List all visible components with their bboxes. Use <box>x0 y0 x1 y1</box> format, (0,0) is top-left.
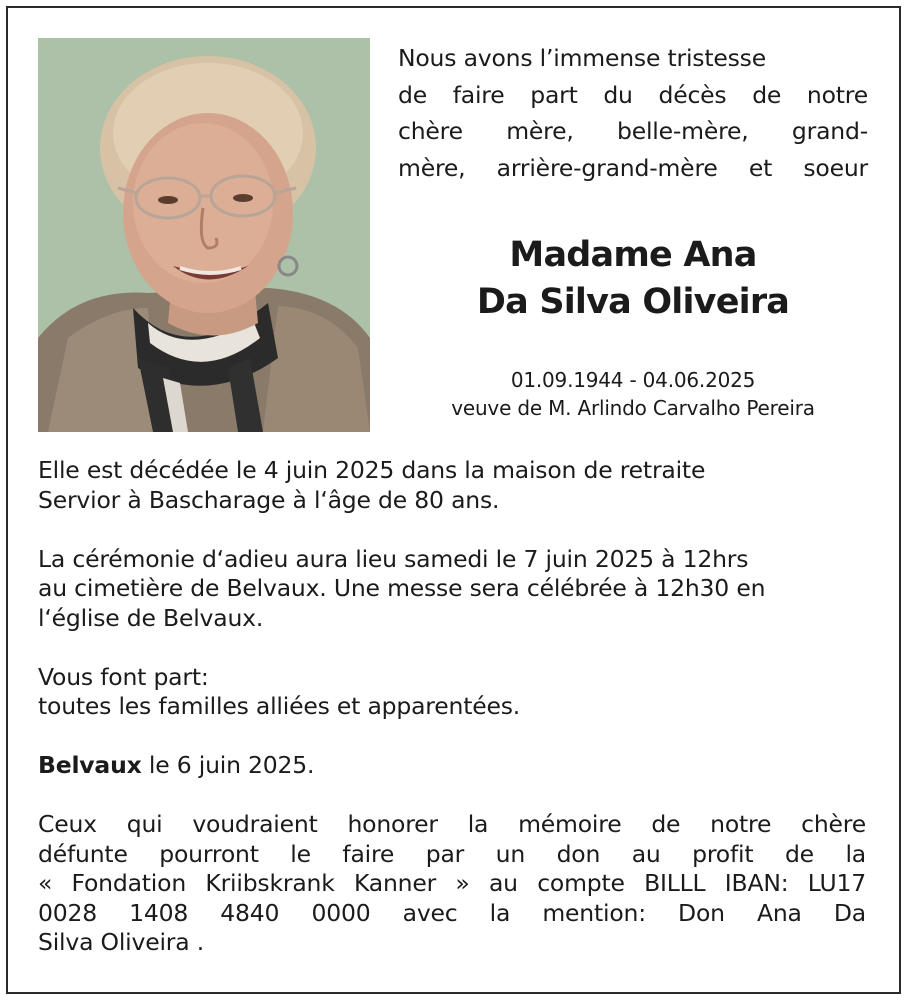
donation-line: Ceux qui voudraient honorer la mémoire de notre chère <box>38 810 866 838</box>
intro-line: chère mère, belle-mère, grand- <box>398 117 868 145</box>
notice-body <box>38 456 866 987</box>
donation-line: défunte pourront le faire par un don au profit de la <box>38 839 866 868</box>
dates-block <box>398 366 868 422</box>
deceased-name <box>398 232 868 326</box>
death-paragraph <box>38 456 866 515</box>
life-dates: 01.09.1944 - 04.06.2025 <box>510 368 756 392</box>
intro-line: mère, arrière-grand-mère et soeur <box>398 153 868 182</box>
widow-of: veuve de M. Arlindo Carvalho Pereira <box>451 396 815 420</box>
body-line: l‘église de Belvaux. <box>38 603 264 632</box>
place-name: Belvaux <box>38 751 142 779</box>
body-line: Elle est décédée le 4 juin 2025 dans la maison de retraite <box>38 456 706 484</box>
announcers-paragraph <box>38 663 866 722</box>
donation-line: Silva Oliveira . <box>38 928 205 956</box>
body-line: La cérémonie d‘adieu aura lieu samedi le 7 juin 2025 à 12hrs <box>38 544 749 573</box>
announcers-text: toutes les familles alliées et apparentées. <box>38 692 521 720</box>
announcers-label: Vous font part: <box>38 662 209 691</box>
intro-line: Nous avons l’immense tristesse <box>398 44 766 72</box>
notice-date: le 6 juin 2025. <box>148 751 315 779</box>
portrait-photo <box>38 38 370 432</box>
body-line: Servior à Bascharage à l‘âge de 80 ans. <box>38 485 500 514</box>
donation-line: « Fondation Kriibskrank Kanner » au compte BILLL IBAN: LU17 <box>38 869 866 897</box>
place-date-paragraph <box>38 751 866 781</box>
portrait-image <box>38 38 370 432</box>
donation-paragraph <box>38 810 866 958</box>
name-line-1: Madame Ana <box>509 235 757 275</box>
ceremony-paragraph <box>38 545 866 634</box>
name-line-2: Da Silva Oliveira <box>476 282 790 322</box>
donation-line: 0028 1408 4840 0000 avec la mention: Don Ana Da <box>38 898 866 927</box>
body-line: au cimetière de Belvaux. Une messe sera célébrée à 12h30 en <box>38 574 766 602</box>
intro-text <box>398 40 868 186</box>
intro-line: de faire part du décès de notre <box>398 80 868 109</box>
